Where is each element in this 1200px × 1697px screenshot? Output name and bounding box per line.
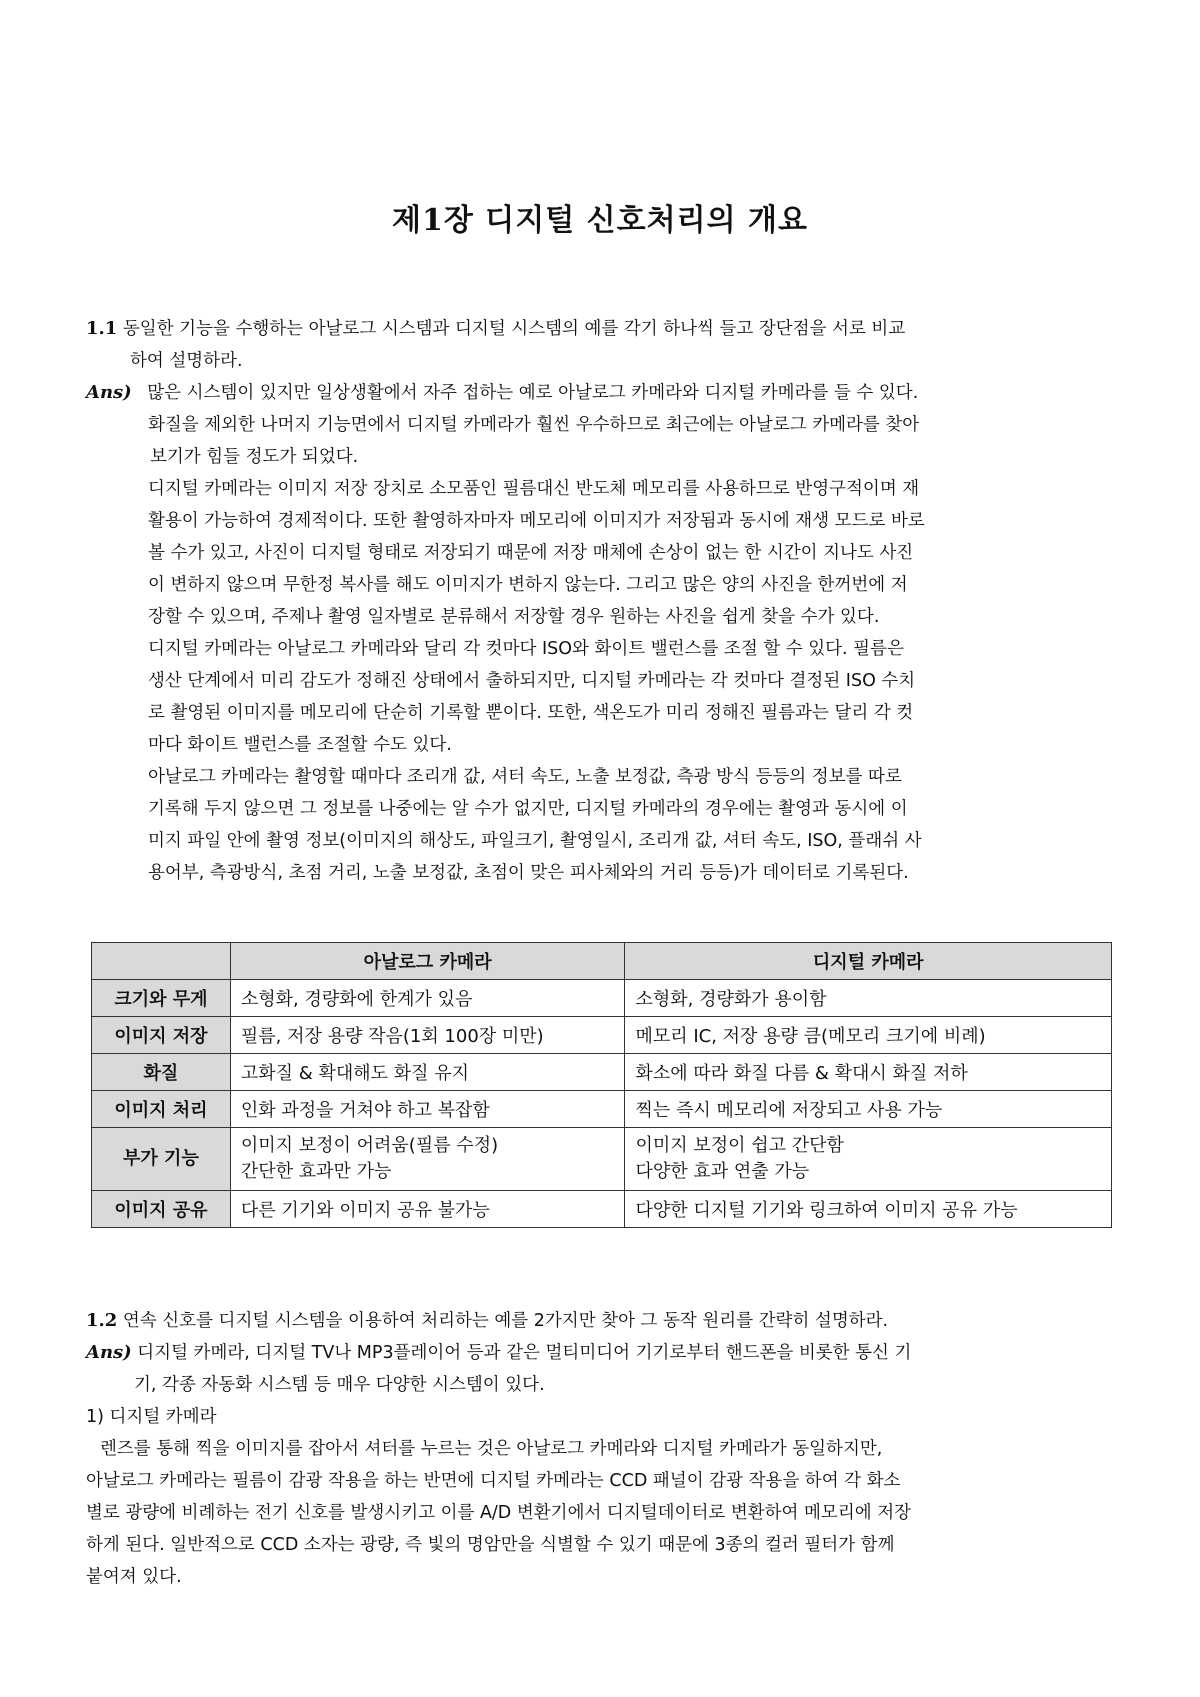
row-label: 이미지 처리 xyxy=(92,1091,231,1128)
digital-cell: 찍는 즉시 메모리에 저장되고 사용 가능 xyxy=(625,1091,1112,1128)
table-row xyxy=(92,1091,1112,1128)
question-text-cont: 하여 설명하라. xyxy=(130,351,243,371)
answer-label: Ans) xyxy=(86,1342,132,1363)
analog-cell: 인화 과정을 거쳐야 하고 복잡함 xyxy=(230,1091,625,1128)
digital-cell: 소형화, 경량화가 용이함 xyxy=(625,980,1112,1017)
analog-cell: 소형화, 경량화에 한계가 있음 xyxy=(230,980,625,1017)
row-label: 화질 xyxy=(92,1054,231,1091)
table-row xyxy=(92,1017,1112,1054)
answer-line: 화질을 제외한 나머지 기능면에서 디지털 카메라가 훨씬 우수하므로 최근에는 아날로그 카메라를 찾아 xyxy=(148,415,920,435)
paragraph-line: 붙여져 있다. xyxy=(86,1567,182,1587)
digital-cell-line: 이미지 보정이 쉽고 간단함 xyxy=(635,1135,844,1156)
answer-line: 보기가 힘들 정도가 되었다. xyxy=(150,447,359,467)
table-row xyxy=(92,1191,1112,1228)
digital-cell-line: 다양한 효과 연출 가능 xyxy=(635,1161,810,1182)
paragraph-line: 하게 된다. 일반적으로 CCD 소자는 광량, 즉 빛의 명암만을 식별할 수 있기 때문에 3종의 컬러 필터가 함께 xyxy=(86,1535,895,1555)
answer-line: 활용이 가능하여 경제적이다. 또한 촬영하자마자 메모리에 이미지가 저장됨과 동시에 재생 모드로 바로 xyxy=(148,511,925,531)
answer-line: 장할 수 있으며, 주제나 촬영 일자별로 분류해서 저장할 경우 원하는 사진을 쉽게 찾을 수가 있다. xyxy=(148,607,880,627)
answer-line: 용어부, 측광방식, 초점 거리, 노출 보정값, 초점이 맞은 피사체와의 거리 등등)가 데이터로 기록된다. xyxy=(148,863,909,883)
question-text: 연속 신호를 디지털 시스템을 이용하여 처리하는 예를 2가지만 찾아 그 동작 원리를 간략히 설명하라. xyxy=(122,1311,889,1331)
answer-line: 아날로그 카메라는 촬영할 때마다 조리개 값, 셔터 속도, 노출 보정값, 측광 방식 등등의 정보를 따로 xyxy=(148,767,902,787)
answer-line: 기, 각종 자동화 시스템 등 매우 다양한 시스템이 있다. xyxy=(134,1375,545,1395)
digital-cell: 메모리 IC, 저장 용량 큼(메모리 크기에 비례) xyxy=(625,1017,1112,1054)
analog-cell: 고화질 & 확대해도 화질 유지 xyxy=(230,1054,625,1091)
analog-cell: 필름, 저장 용량 작음(1회 100장 미만) xyxy=(230,1017,625,1054)
question-number: 1.1 xyxy=(86,318,118,339)
question-1-2 xyxy=(86,1310,888,1332)
row-label: 이미지 공유 xyxy=(92,1191,231,1228)
paragraph-line: 아날로그 카메라는 필름이 감광 작용을 하는 반면에 디지털 카메라는 CCD 패널이 감광 작용을 하여 각 화소 xyxy=(86,1471,901,1491)
digital-cell: 화소에 따라 화질 다름 & 확대시 화질 저하 xyxy=(625,1054,1112,1091)
answer-text: 많은 시스템이 있지만 일상생활에서 자주 접하는 예로 아날로그 카메라와 디지털 카메라를 들 수 있다. xyxy=(147,383,919,403)
row-label: 크기와 무게 xyxy=(92,980,231,1017)
answer-line: 디지털 카메라는 아날로그 카메라와 달리 각 컷마다 ISO와 화이트 밸런스를 조절 할 수 있다. 필름은 xyxy=(148,639,904,659)
answer-line: 마다 화이트 밸런스를 조절할 수도 있다. xyxy=(148,735,452,755)
answer-line: 볼 수가 있고, 사진이 디지털 형태로 저장되기 때문에 저장 매체에 손상이 없는 한 시간이 지나도 사진 xyxy=(148,543,914,563)
analog-cell-line: 간단한 효과만 가능 xyxy=(240,1161,392,1182)
table-row xyxy=(92,1128,1112,1191)
row-label: 이미지 저장 xyxy=(92,1017,231,1054)
table-header-analog: 아날로그 카메라 xyxy=(230,943,625,980)
answer-1-2-first-line xyxy=(86,1342,911,1364)
analog-cell-line: 이미지 보정이 어려움(필름 수정) xyxy=(240,1135,499,1156)
sub-heading: 1) 디지털 카메라 xyxy=(86,1407,217,1427)
question-1-1 xyxy=(86,318,905,340)
answer-1-1-first-line xyxy=(86,382,918,404)
table-header-empty xyxy=(92,943,231,980)
answer-line: 기록해 두지 않으면 그 정보를 나중에는 알 수가 없지만, 디지털 카메라의 경우에는 촬영과 동시에 이 xyxy=(148,799,908,819)
comparison-table xyxy=(91,942,1112,1228)
answer-text: 디지털 카메라, 디지털 TV나 MP3플레이어 등과 같은 멀티미디어 기기로부터 핸드폰을 비롯한 통신 기 xyxy=(137,1343,912,1363)
paragraph-line: 별로 광량에 비례하는 전기 신호를 발생시키고 이를 A/D 변환기에서 디지털데이터로 변환하여 메모리에 저장 xyxy=(86,1503,912,1523)
table-row xyxy=(92,980,1112,1017)
answer-line: 디지털 카메라는 이미지 저장 장치로 소모품인 필름대신 반도체 메모리를 사용하므로 반영구적이며 재 xyxy=(148,479,920,499)
answer-line: 미지 파일 안에 촬영 정보(이미지의 해상도, 파일크기, 촬영일시, 조리개 값, 셔터 속도, ISO, 플래쉬 사 xyxy=(148,831,922,851)
answer-line: 생산 단계에서 미리 감도가 정해진 상태에서 출하되지만, 디지털 카메라는 각 컷마다 결정된 ISO 수치 xyxy=(148,671,916,691)
table-header-row xyxy=(92,943,1112,980)
digital-cell: 다양한 디지털 기기와 링크하여 이미지 공유 가능 xyxy=(625,1191,1112,1228)
table-header-digital: 디지털 카메라 xyxy=(625,943,1112,980)
row-label: 부가 기능 xyxy=(92,1128,231,1191)
digital-cell xyxy=(625,1128,1112,1191)
chapter-title: 제1장 디지털 신호처리의 개요 xyxy=(392,203,808,238)
paragraph-line: 렌즈를 통해 찍을 이미지를 잡아서 셔터를 누르는 것은 아날로그 카메라와 디지털 카메라가 동일하지만, xyxy=(100,1439,883,1459)
question-number: 1.2 xyxy=(86,1310,118,1331)
analog-cell: 다른 기기와 이미지 공유 불가능 xyxy=(230,1191,625,1228)
question-text: 동일한 기능을 수행하는 아날로그 시스템과 디지털 시스템의 예를 각기 하나씩 들고 장단점을 서로 비교 xyxy=(122,319,906,339)
answer-line: 이 변하지 않으며 무한정 복사를 해도 이미지가 변하지 않는다. 그리고 많은 양의 사진을 한꺼번에 저 xyxy=(148,575,908,595)
analog-cell xyxy=(230,1128,625,1191)
answer-label: Ans) xyxy=(86,382,132,403)
answer-line: 로 촬영된 이미지를 메모리에 단순히 기록할 뿐이다. 또한, 색온도가 미리 정해진 필름과는 달리 각 컷 xyxy=(148,703,914,723)
table-row xyxy=(92,1054,1112,1091)
